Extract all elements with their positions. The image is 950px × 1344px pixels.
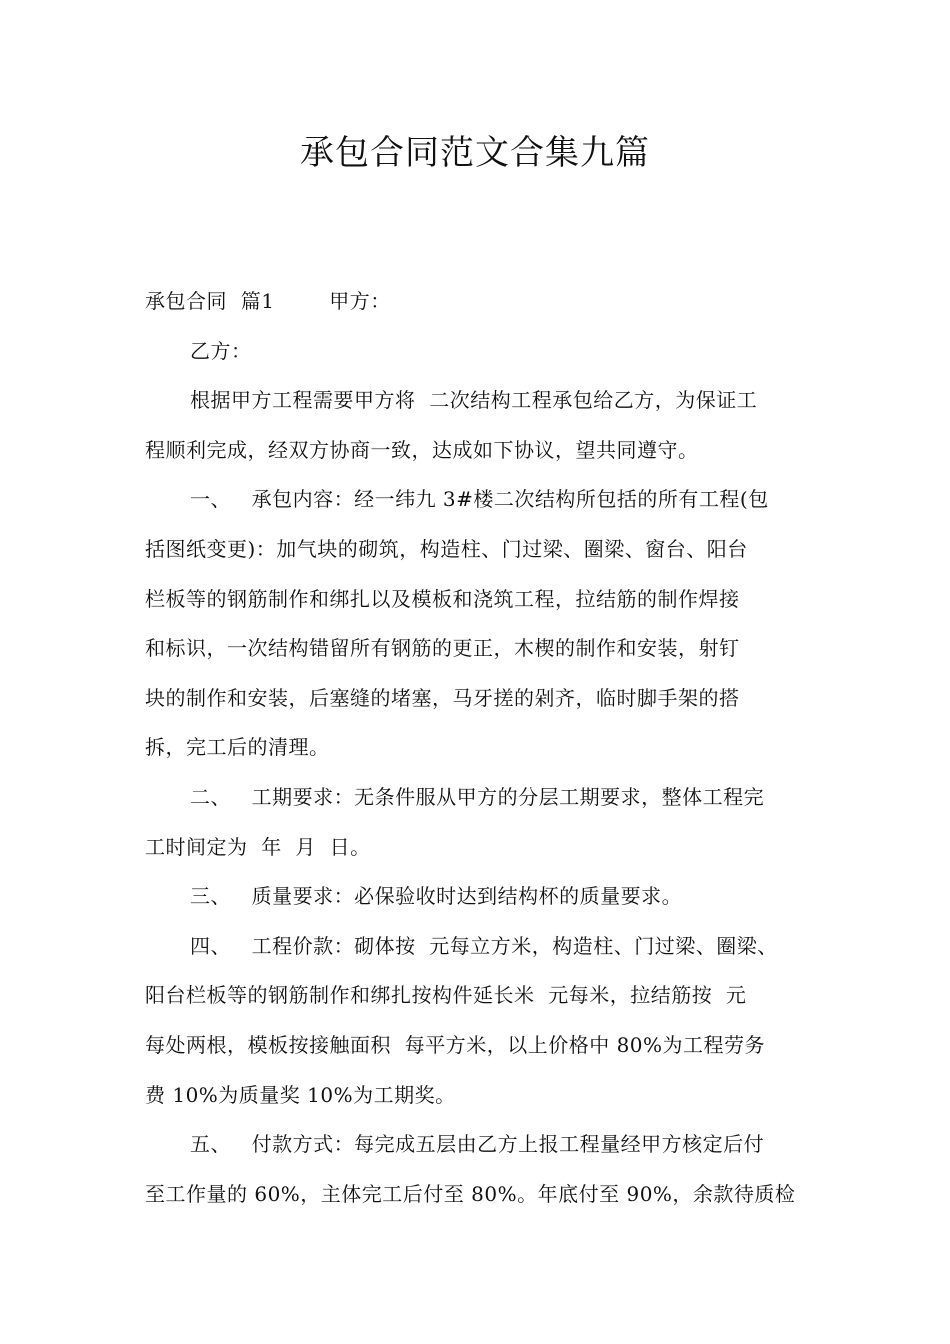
- text-line: 二、 工期要求：无条件服从甲方的分层工期要求，整体工程完: [190, 784, 765, 809]
- text-line: 括图纸变更)：加气块的砌筑，构造柱、门过梁、圈梁、窗台、阳台: [145, 536, 748, 561]
- text-line: 拆，完工后的清理。: [145, 735, 330, 760]
- text-line: 一、 承包内容：经一纬九 3#楼二次结构所包括的所有工程(包: [190, 487, 769, 512]
- text-line: 五、 付款方式：每完成五层由乙方上报工程量经甲方核定后付: [190, 1132, 765, 1157]
- text-line: 块的制作和安装，后塞缝的堵塞，马牙搓的剁齐，临时脚手架的搭: [145, 685, 740, 710]
- text-line: 费 10%为质量奖 10%为工期奖。: [145, 1082, 456, 1107]
- text-line: 乙方：: [190, 338, 252, 363]
- text-line: 阳台栏板等的钢筋制作和绑扎按构件延长米 元每米，拉结筋按 元: [145, 983, 747, 1008]
- text-line: 和标识，一次结构错留所有钢筋的更正，木楔的制作和安装，射钉: [145, 636, 740, 661]
- text-line: 四、 工程价款：砌体按 元每立方米，构造柱、门过梁、圈梁、: [190, 933, 778, 958]
- text-line: 根据甲方工程需要甲方将 二次结构工程承包给乙方，为保证工: [190, 388, 758, 413]
- document-body: [145, 277, 815, 1219]
- document-title: 承包合同范文合集九篇: [300, 133, 650, 173]
- text-line: 程顺利完成，经双方协商一致，达成如下协议，望共同遵守。: [145, 437, 699, 462]
- text-line: 工时间定为 年 月 日。: [145, 834, 371, 859]
- text-line: 每处两根，模板按接触面积 每平方米，以上价格中 80%为工程劳务: [145, 1032, 766, 1057]
- text-line: 至工作量的 60%，主体完工后付至 80%。年底付至 90%，余款待质检: [145, 1181, 796, 1206]
- text-line: 三、 质量要求：必保验收时达到结构杯的质量要求。: [190, 884, 683, 909]
- text-line: 承包合同 篇1 甲方：: [145, 289, 391, 313]
- text-line: 栏板等的钢筋制作和绑扎以及模板和浇筑工程，拉结筋的制作焊接: [145, 586, 740, 611]
